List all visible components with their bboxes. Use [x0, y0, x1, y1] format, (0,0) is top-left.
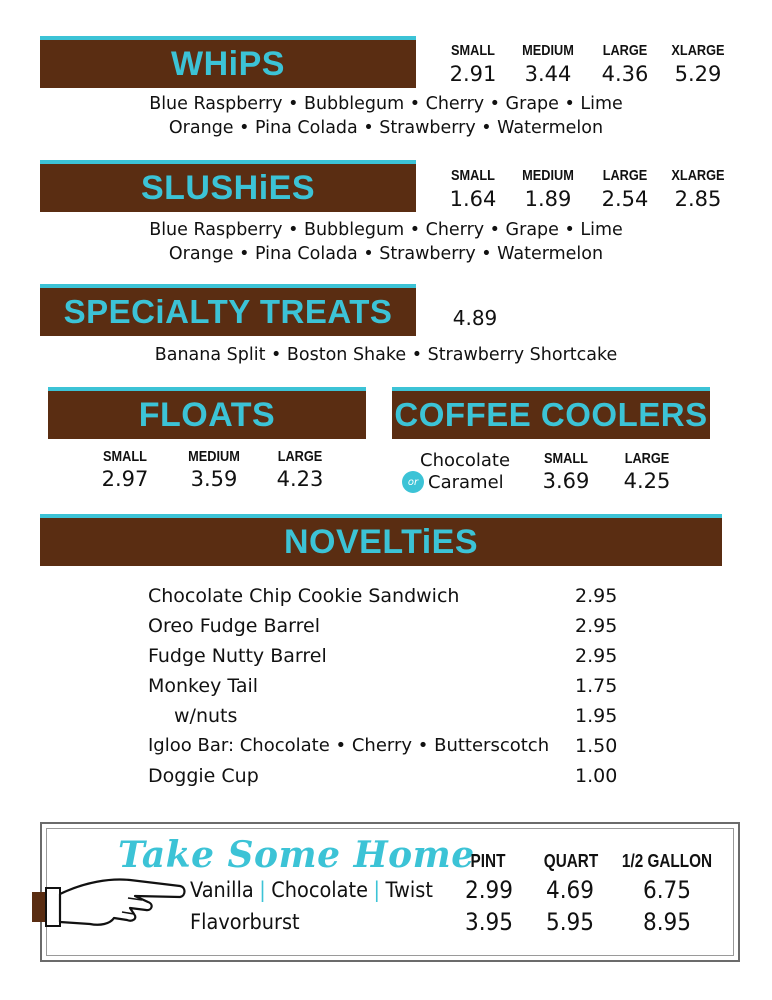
floats-size-medium: MEDIUM	[188, 448, 240, 465]
home-row2-flavors	[190, 910, 300, 934]
novelty-name: w/nuts	[174, 705, 238, 727]
floats-title: FLOATS	[138, 395, 276, 434]
whips-price-xlarge: 5.29	[674, 62, 722, 86]
flavor-vanilla: Vanilla	[190, 878, 254, 902]
specialty-title: SPECiALTY TREATS	[63, 293, 393, 330]
slushies-price-medium: 1.89	[524, 187, 572, 211]
coffee-flavor-caramel: Caramel	[428, 472, 504, 493]
slushies-size-small: SMALL	[451, 167, 495, 184]
novelty-name: Chocolate Chip Cookie Sandwich	[148, 585, 460, 607]
home-row1-half-gallon: 6.75	[642, 876, 692, 904]
whips-banner	[40, 36, 416, 88]
home-row1-pint: 2.99	[464, 876, 514, 904]
whips-title: WHiPS	[171, 44, 285, 83]
flavor-twist: Twist	[385, 878, 433, 902]
novelty-name: Monkey Tail	[148, 675, 259, 697]
novelty-name: Doggie Cup	[148, 765, 259, 787]
or-badge-icon: or	[402, 471, 424, 493]
home-size-quart: QUART	[543, 851, 599, 871]
specialty-banner	[40, 284, 416, 336]
novelties-banner	[40, 514, 722, 566]
slushies-flavors-line1: Blue Raspberry • Bubblegum • Cherry • Grape • Lime	[149, 220, 623, 240]
slushies-size-medium: MEDIUM	[522, 167, 574, 184]
home-row2-half-gallon: 8.95	[642, 908, 692, 936]
floats-price-small: 2.97	[101, 467, 149, 491]
whips-flavors-line1: Blue Raspberry • Bubblegum • Cherry • Grape • Lime	[149, 94, 623, 114]
home-row1-quart: 4.69	[545, 876, 595, 904]
home-row2-quart: 5.95	[545, 908, 595, 936]
coffee-flavor-chocolate: Chocolate	[420, 450, 511, 471]
slushies-size-xlarge: XLARGE	[671, 167, 725, 184]
flavor-flavorburst: Flavorburst	[190, 910, 300, 934]
home-row1-flavors: Vanilla | Chocolate | Twist	[190, 878, 433, 902]
novelty-name: Igloo Bar: Chocolate • Cherry • Butterscotch	[148, 735, 550, 756]
novelty-price: 1.95	[575, 705, 618, 727]
novelty-price: 2.95	[575, 645, 618, 667]
slushies-flavors-line2: Orange • Pina Colada • Strawberry • Watermelon	[168, 244, 604, 264]
floats-price-medium: 3.59	[190, 467, 238, 491]
whips-price-small: 2.91	[449, 62, 497, 86]
novelty-name: Fudge Nutty Barrel	[148, 645, 327, 667]
slushies-price-large: 2.54	[601, 187, 649, 211]
flavor-chocolate: Chocolate	[271, 878, 368, 902]
novelty-price: 1.00	[575, 765, 618, 787]
whips-size-xlarge: XLARGE	[671, 42, 725, 59]
slushies-price-small: 1.64	[449, 187, 497, 211]
whips-price-large: 4.36	[601, 62, 649, 86]
slushies-size-large: LARGE	[602, 167, 648, 184]
whips-flavors-line2: Orange • Pina Colada • Strawberry • Watermelon	[168, 118, 604, 138]
whips-size-large: LARGE	[602, 42, 648, 59]
coffee-price-large: 4.25	[623, 469, 671, 493]
coffee-banner	[392, 387, 710, 439]
floats-size-large: LARGE	[277, 448, 323, 465]
coffee-price-small: 3.69	[542, 469, 590, 493]
slushies-price-xlarge: 2.85	[674, 187, 722, 211]
floats-banner	[48, 387, 366, 439]
slushies-title: SLUSHiES	[140, 168, 316, 207]
floats-price-large: 4.23	[276, 467, 324, 491]
home-row2-pint: 3.95	[464, 908, 514, 936]
whips-price-medium: 3.44	[524, 62, 572, 86]
coffee-size-small: SMALL	[544, 450, 588, 467]
novelty-price: 1.50	[575, 735, 618, 757]
novelties-title: NOVELTiES	[283, 522, 479, 561]
whips-size-small: SMALL	[451, 42, 495, 59]
slushies-banner	[40, 160, 416, 212]
pointing-hand-icon	[30, 872, 188, 934]
novelty-name: Oreo Fudge Barrel	[148, 615, 321, 637]
novelty-price: 1.75	[575, 675, 618, 697]
coffee-size-large: LARGE	[624, 450, 670, 467]
novelty-price: 2.95	[575, 615, 618, 637]
specialty-price: 4.89	[452, 306, 498, 330]
home-size-pint: PINT	[470, 851, 506, 871]
take-home-title: Take Some Home	[118, 834, 475, 876]
floats-size-small: SMALL	[103, 448, 147, 465]
coffee-title: COFFEE COOLERS	[394, 396, 708, 433]
home-size-half-gallon: 1/2 GALLON	[621, 851, 713, 871]
whips-size-medium: MEDIUM	[522, 42, 574, 59]
novelty-price: 2.95	[575, 585, 618, 607]
specialty-items: Banana Split • Boston Shake • Strawberry Shortcake	[154, 345, 618, 365]
